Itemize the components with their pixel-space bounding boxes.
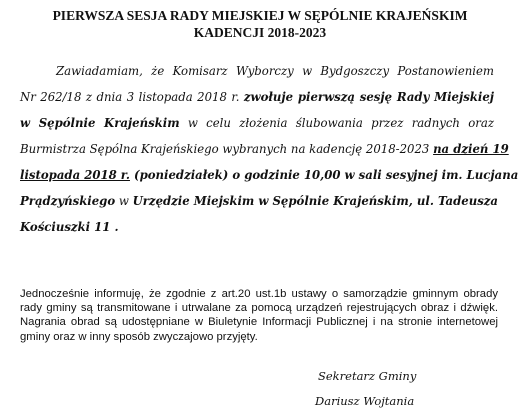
announcement-bold-text: w Sępólnie Krajeńskim [20,116,180,130]
signature-role: Sekretarz Gminy [318,369,417,383]
announcement-bold-text: Prądzyńskiego [20,194,116,208]
page-title: PIERWSZA SESJA RADY MIEJSKIEJ W SĘPÓLNIE KRAJEŃSKIM [52,8,468,23]
announcement-text: w celu złożenia ślubowania przez radnych oraz [179,116,494,130]
announcement-line-4 [20,136,509,162]
recording-notice: Jednocześnie informuję, że zgodnie z art.20 ust.1b ustawy o samorządzie gminnym obrady rady gminy są transmitowane i utrwalane za pomocą urządzeń rejestrujących obraz i dźwięk. Nagrania obrad są udostępniane w Biuletynie Informacji Publicznej i na stronie internetowej gminy oraz w inny sposób zwyczajowo przyjęty. [20,288,498,343]
meeting-time-text: (poniedziałek) o godzinie 10,00 w sali sesyjnej im. Lucjana [129,168,519,182]
meeting-date-text: listopada 2018 r. [20,168,130,182]
announcement-text: w [115,194,133,208]
announcement-text: Burmistrza Sępólna Krajeńskiego wybranych na kadencję 2018-2023 [20,142,434,156]
announcement-bold-text: zwołuje pierwszą sesję Rady Miejskiej [243,90,495,104]
meeting-location-text: Urzędzie Miejskim w Sępólnie Krajeńskim, ul. Tadeusza [132,194,498,208]
announcement-line-5 [20,162,519,188]
meeting-address-text: Kościuszki 11 . [20,220,119,234]
announcement-text: Nr 262/18 z dnia 3 listopada 2018 r. [20,90,244,104]
announcement-line-3 [20,110,494,136]
announcement-line-2 [20,84,494,110]
announcement-line-1 [20,58,494,84]
announcement-text: Zawiadamiam, że Komisarz Wyborczy w Bydgoszczy Postanowieniem [56,64,494,78]
announcement-line-6 [20,188,498,214]
meeting-date-text: na dzień 19 [433,142,509,156]
announcement-line-7 [20,214,494,240]
signature-name: Dariusz Wojtania [315,394,415,408]
page-subtitle: KADENCJI 2018-2023 [193,25,327,40]
